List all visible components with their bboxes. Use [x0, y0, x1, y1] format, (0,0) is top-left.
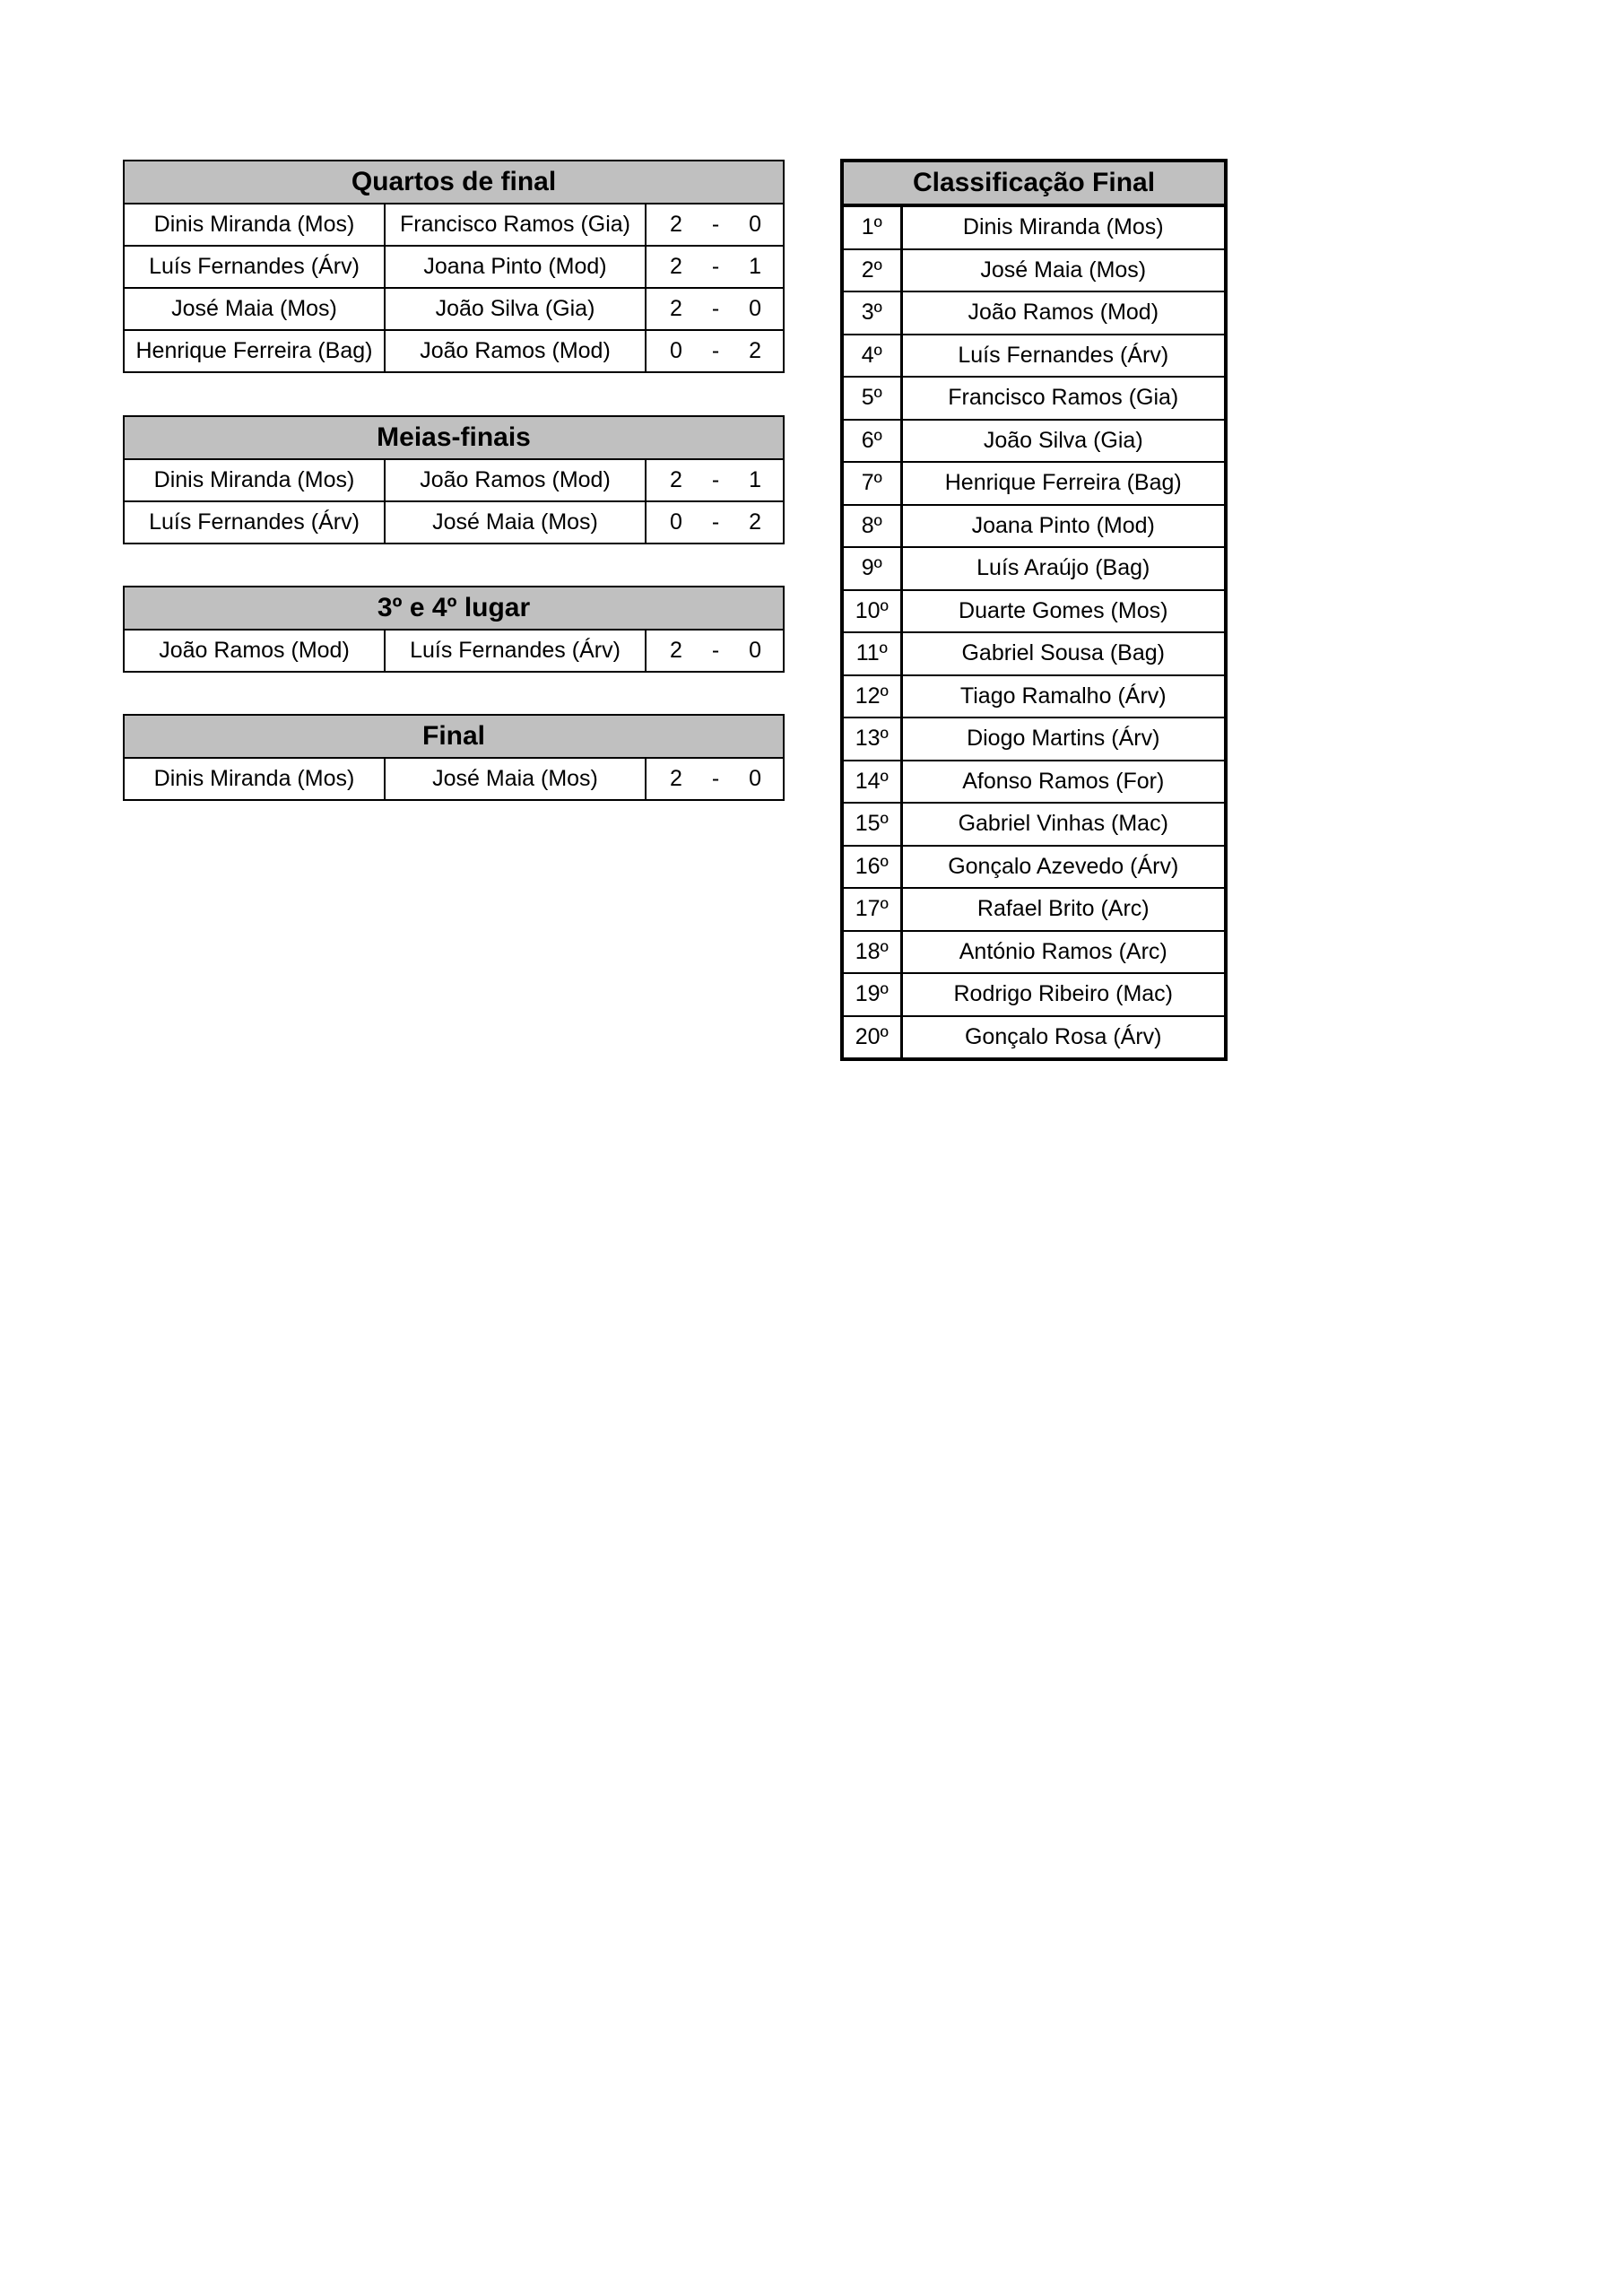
standing-position: 8º	[842, 505, 901, 548]
standings-row	[842, 675, 1226, 718]
standing-position: 18º	[842, 931, 901, 974]
standings-row	[842, 803, 1226, 846]
standing-player: Luís Fernandes (Árv)	[901, 335, 1226, 378]
standings-row	[842, 973, 1226, 1016]
score-separator: -	[711, 212, 720, 237]
match-row	[124, 501, 784, 544]
score-away: 0	[749, 212, 762, 237]
standing-player: Gabriel Sousa (Bag)	[901, 632, 1226, 675]
away-player: João Ramos (Mod)	[385, 330, 646, 372]
round-header-row	[124, 416, 784, 459]
standing-position: 20º	[842, 1016, 901, 1060]
round-title: 3º e 4º lugar	[124, 587, 784, 630]
standing-player: Diogo Martins (Árv)	[901, 718, 1226, 761]
home-player: Dinis Miranda (Mos)	[124, 204, 385, 246]
standing-player: Gonçalo Rosa (Árv)	[901, 1016, 1226, 1060]
match-row	[124, 330, 784, 372]
round-title: Quartos de final	[124, 161, 784, 204]
standing-player: Francisco Ramos (Gia)	[901, 377, 1226, 420]
quarterfinals-table	[123, 160, 785, 373]
standing-position: 14º	[842, 761, 901, 804]
score-home: 2	[670, 254, 682, 279]
standing-player: Tiago Ramalho (Árv)	[901, 675, 1226, 718]
standings-row	[842, 888, 1226, 931]
score-home: 0	[670, 338, 682, 363]
score-away: 0	[749, 638, 762, 663]
final-standings-table	[840, 159, 1228, 1061]
score-away: 1	[749, 254, 762, 279]
standing-position: 10º	[842, 590, 901, 633]
standing-position: 12º	[842, 675, 901, 718]
standings-header-row	[842, 161, 1226, 205]
standing-player: Duarte Gomes (Mos)	[901, 590, 1226, 633]
standings-row	[842, 505, 1226, 548]
standings-row	[842, 1016, 1226, 1060]
score-home: 2	[670, 766, 682, 791]
score-separator: -	[711, 338, 720, 363]
standing-position: 11º	[842, 632, 901, 675]
standing-player: Gonçalo Azevedo (Árv)	[901, 846, 1226, 889]
home-player: João Ramos (Mod)	[124, 630, 385, 672]
match-row	[124, 459, 784, 501]
score-separator: -	[711, 638, 720, 663]
semifinals-table	[123, 415, 785, 544]
standing-player: Gabriel Vinhas (Mac)	[901, 803, 1226, 846]
away-player: João Silva (Gia)	[385, 288, 646, 330]
standings-row	[842, 377, 1226, 420]
score-away: 2	[749, 338, 762, 363]
standings-row	[842, 547, 1226, 590]
round-header-row	[124, 161, 784, 204]
score-home: 2	[670, 638, 682, 663]
home-player: Dinis Miranda (Mos)	[124, 758, 385, 800]
standing-position: 17º	[842, 888, 901, 931]
standing-position: 7º	[842, 462, 901, 505]
away-player: Joana Pinto (Mod)	[385, 246, 646, 288]
match-row	[124, 246, 784, 288]
match-score	[646, 459, 784, 501]
score-away: 2	[749, 509, 762, 535]
standings-row	[842, 931, 1226, 974]
match-score	[646, 204, 784, 246]
standing-position: 9º	[842, 547, 901, 590]
match-score	[646, 246, 784, 288]
standing-position: 3º	[842, 291, 901, 335]
standing-position: 15º	[842, 803, 901, 846]
round-title: Final	[124, 715, 784, 758]
score-home: 2	[670, 296, 682, 321]
standing-player: Rafael Brito (Arc)	[901, 888, 1226, 931]
standings-row	[842, 249, 1226, 292]
round-header-row	[124, 587, 784, 630]
standing-position: 1º	[842, 205, 901, 249]
score-away: 0	[749, 766, 762, 791]
home-player: José Maia (Mos)	[124, 288, 385, 330]
standing-player: Rodrigo Ribeiro (Mac)	[901, 973, 1226, 1016]
standing-position: 5º	[842, 377, 901, 420]
away-player: José Maia (Mos)	[385, 758, 646, 800]
score-separator: -	[711, 467, 720, 492]
standings-row	[842, 420, 1226, 463]
match-row	[124, 204, 784, 246]
standings-row	[842, 590, 1226, 633]
standing-player: Joana Pinto (Mod)	[901, 505, 1226, 548]
home-player: Henrique Ferreira (Bag)	[124, 330, 385, 372]
standings-row	[842, 205, 1226, 249]
score-separator: -	[711, 296, 720, 321]
match-score	[646, 501, 784, 544]
match-score	[646, 758, 784, 800]
score-away: 0	[749, 296, 762, 321]
standing-position: 6º	[842, 420, 901, 463]
standing-player: Henrique Ferreira (Bag)	[901, 462, 1226, 505]
standings-row	[842, 761, 1226, 804]
away-player: José Maia (Mos)	[385, 501, 646, 544]
score-home: 2	[670, 212, 682, 237]
standings-row	[842, 632, 1226, 675]
standing-position: 13º	[842, 718, 901, 761]
match-row	[124, 758, 784, 800]
standing-player: João Ramos (Mod)	[901, 291, 1226, 335]
away-player: João Ramos (Mod)	[385, 459, 646, 501]
match-score	[646, 288, 784, 330]
standings-row	[842, 718, 1226, 761]
away-player: Luís Fernandes (Árv)	[385, 630, 646, 672]
standing-player: José Maia (Mos)	[901, 249, 1226, 292]
standings-title: Classificação Final	[842, 161, 1226, 205]
standing-player: João Silva (Gia)	[901, 420, 1226, 463]
match-score	[646, 630, 784, 672]
standing-player: Dinis Miranda (Mos)	[901, 205, 1226, 249]
final-table	[123, 714, 785, 801]
home-player: Luís Fernandes (Árv)	[124, 501, 385, 544]
round-title: Meias-finais	[124, 416, 784, 459]
standing-player: Luís Araújo (Bag)	[901, 547, 1226, 590]
standing-position: 4º	[842, 335, 901, 378]
home-player: Dinis Miranda (Mos)	[124, 459, 385, 501]
home-player: Luís Fernandes (Árv)	[124, 246, 385, 288]
score-home: 0	[670, 509, 682, 535]
match-row	[124, 288, 784, 330]
away-player: Francisco Ramos (Gia)	[385, 204, 646, 246]
standing-player: Afonso Ramos (For)	[901, 761, 1226, 804]
score-separator: -	[711, 509, 720, 535]
score-separator: -	[711, 766, 720, 791]
third-place-table	[123, 586, 785, 673]
score-separator: -	[711, 254, 720, 279]
standings-row	[842, 291, 1226, 335]
standing-position: 16º	[842, 846, 901, 889]
score-home: 2	[670, 467, 682, 492]
match-score	[646, 330, 784, 372]
standings-row	[842, 335, 1226, 378]
match-row	[124, 630, 784, 672]
standing-position: 19º	[842, 973, 901, 1016]
standings-row	[842, 846, 1226, 889]
score-away: 1	[749, 467, 762, 492]
standings-row	[842, 462, 1226, 505]
standing-player: António Ramos (Arc)	[901, 931, 1226, 974]
standing-position: 2º	[842, 249, 901, 292]
round-header-row	[124, 715, 784, 758]
